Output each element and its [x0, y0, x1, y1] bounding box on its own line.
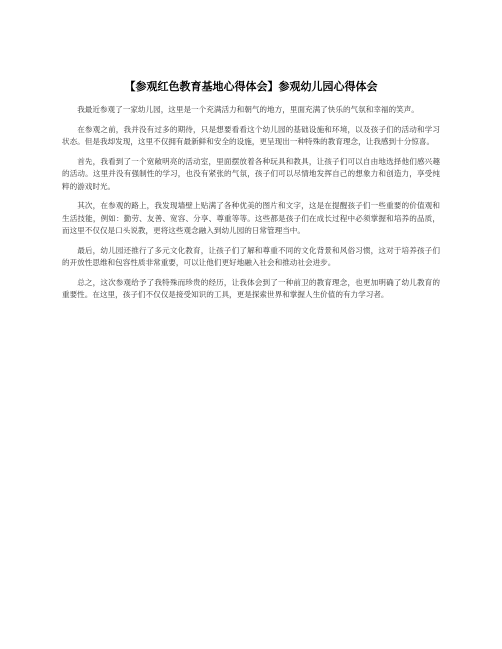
- paragraph-conclusion: 总之，这次参观给予了我特殊而珍贵的经历，让我体会到了一种前卫的教育理念，也更加明确了幼儿教育的重要性。在这里，孩子们不仅仅是接受知识的工具，更是探索世界和掌握人生价值的有力学习者。: [62, 277, 440, 299]
- paragraph-before-visit: 在参观之前，我并没有过多的期待，只是想要看看这个幼儿园的基础设施和环境，以及孩子们的活动和学习状态。但是我却发现，这里不仅拥有最新鲜和安全的设施，更呈现出一种特殊的教育理念，让我感到十分惊喜。: [62, 124, 440, 146]
- paragraph-activity-room: 首先，我看到了一个宽敞明亮的活动室，里面摆放着各种玩具和教具，让孩子们可以自由地选择他们感兴趣的活动。这里并没有强制性的学习，也没有紧张的气氛，孩子们可以尽情地发挥自己的想象力和创造力，享受纯粹的游戏时光。: [62, 156, 440, 191]
- document-body: [62, 104, 440, 309]
- document-title: 【参观红色教育基地心得体会】参观幼儿园心得体会: [124, 80, 378, 93]
- paragraph-multicultural: 最后，幼儿园还推行了多元文化教育，让孩子们了解和尊重不同的文化背景和风俗习惯，这对于培养孩子们的开放性思维和包容性质非常重要，可以让他们更好地融入社会和推动社会进步。: [62, 245, 440, 267]
- paragraph-intro: 我最近参观了一家幼儿园，这里是一个充满活力和朝气的地方，里面充满了快乐的气氛和幸福的笑声。: [77, 105, 419, 114]
- paragraph-wall-pictures: 其次，在参观的路上，我发现墙壁上贴满了各种优美的图片和文字，这是在提醒孩子们一些重要的价值观和生活技能，例如：勤劳、友善、宽容、分享、尊重等等。这些都是孩子们在成长过程中必须掌握和培养的品质，而这里不仅仅是口头说教，更将这些观念融入到幼儿园的日常管理当中。: [62, 201, 440, 235]
